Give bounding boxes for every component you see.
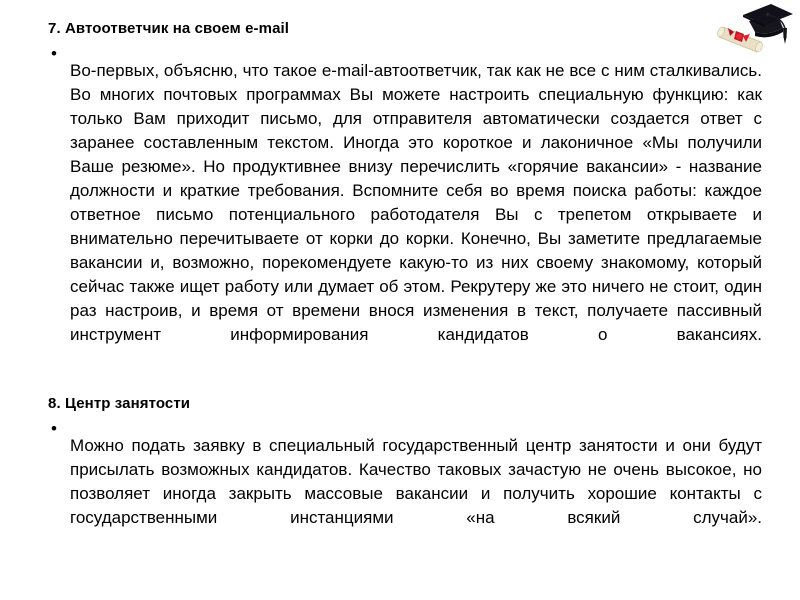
section-heading-7: 7. Автоответчик на своем e-mail bbox=[48, 20, 290, 37]
bullet-paragraph-7: Во-первых, объясню, что такое e-mail-автоответчик, так как не все с ним сталкивались. Во многих почтовых программах Вы можете настроить специальную функцию: как только Вам приходит письмо, для отправителя автоматически создается ответ с заранее составленным текстом. Иногда это короткое и лаконичное «Мы получили Ваше резюме». Но продуктивнее внизу перечислить «горячие вакансии» - название должности и краткие требования. Вспомните себя во время поиска работы: каждое ответное письмо потенциального работодателя Вы с трепетом открываете и внимательно перечитываете от корки до корки. Конечно, Вы заметите предлагаемые вакансии и, возможно, порекомендуете какую-то из них своему знакомому, который сейчас также ищет работу или думает об этом. Рекрутеру же это ничего не стоит, один раз настроив, и время от времени внося изменения в текст, получаете пассивный инструмент информирования кандидатов о вакансиях. bbox=[70, 61, 762, 344]
slide-content bbox=[48, 18, 762, 573]
bullet-item-8 bbox=[48, 417, 762, 571]
bullet-item-7 bbox=[48, 42, 762, 388]
section-heading-8: 8. Центр занятости bbox=[48, 395, 191, 412]
bullet-marker: • bbox=[51, 419, 57, 438]
bullet-marker: • bbox=[51, 44, 57, 63]
bullet-paragraph-8: Можно подать заявку в специальный государственный центр занятости и они будут присылать возможных кандидатов. Качество таковых зачастую не очень высокое, но позволяет иногда закрыть массовые вакансии и получить хорошие контакты с государственными инстанциями «на всякий случай». bbox=[70, 436, 762, 527]
